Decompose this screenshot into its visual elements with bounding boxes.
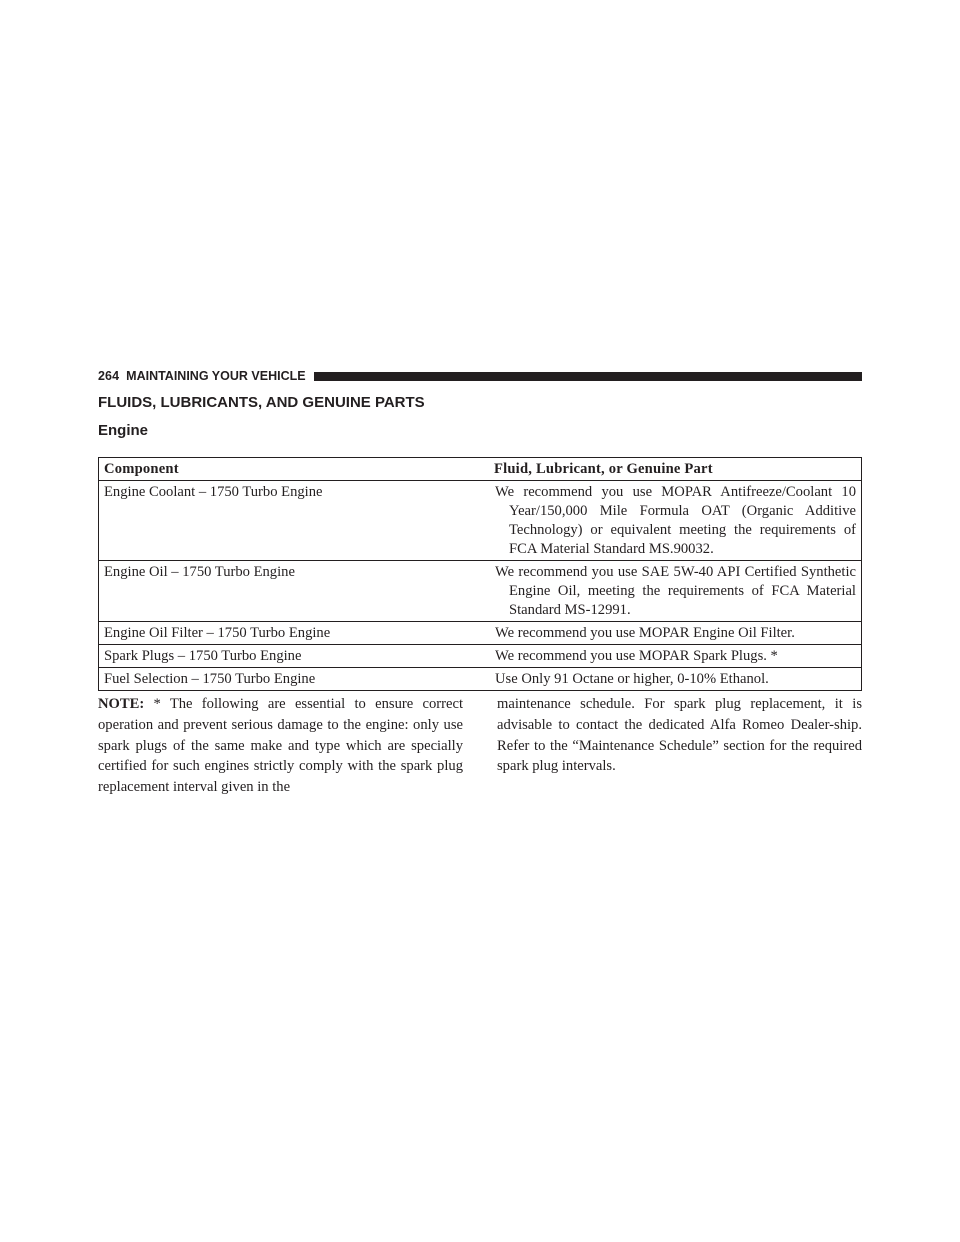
section-name: MAINTAINING YOUR VEHICLE — [126, 369, 306, 383]
component-cell: Fuel Selection – 1750 Turbo Engine — [99, 668, 490, 691]
fluid-cell: We recommend you use SAE 5W-40 API Certified Synthetic Engine Oil, meeting the requirements of FCA Material Standard MS-12991. — [489, 561, 862, 622]
page-number: 264 — [98, 369, 120, 383]
table-row — [99, 645, 862, 668]
column-header-fluid: Fluid, Lubricant, or Genuine Part — [489, 458, 862, 481]
fluid-cell: We recommend you use MOPAR Spark Plugs. * — [489, 645, 862, 668]
note-paragraph-left — [98, 694, 463, 798]
component-cell: Engine Oil – 1750 Turbo Engine — [99, 561, 490, 622]
fluid-cell: Use Only 91 Octane or higher, 0-10% Ethanol. — [489, 668, 862, 691]
fluid-cell: We recommend you use MOPAR Antifreeze/Coolant 10 Year/150,000 Mile Formula OAT (Organic Additive Technology) or equivalent meeting the requirements of FCA Material Standard MS.90032. — [489, 481, 862, 561]
subsection-title: Engine — [98, 422, 149, 439]
page-header — [98, 367, 862, 385]
table-row — [99, 481, 862, 561]
column-header-component: Component — [99, 458, 490, 481]
fluid-cell: We recommend you use MOPAR Engine Oil Filter. — [489, 622, 862, 645]
table-row — [99, 561, 862, 622]
table-row — [99, 622, 862, 645]
table-header-row — [99, 458, 862, 481]
fluids-table — [98, 457, 862, 691]
note-text-right: maintenance schedule. For spark plug replacement, it is advisable to contact the dedicated Alfa Romeo Dealer-ship. Refer to the “Maintenance Schedule” section for the required spark plug intervals. — [497, 696, 862, 775]
table-row — [99, 668, 862, 691]
note-text-left: * The following are essential to ensure correct operation and prevent serious damage to the engine: only use spark plugs of the same make and type which are specially certified for such engines strictly comply with the spark plug replacement interval given in the — [98, 696, 463, 796]
header-rule — [314, 372, 862, 381]
section-title: FLUIDS, LUBRICANTS, AND GENUINE PARTS — [98, 394, 425, 411]
component-cell: Spark Plugs – 1750 Turbo Engine — [99, 645, 490, 668]
component-cell: Engine Oil Filter – 1750 Turbo Engine — [99, 622, 490, 645]
note-paragraph-right — [482, 694, 862, 777]
note-label: NOTE: — [98, 696, 145, 712]
component-cell: Engine Coolant – 1750 Turbo Engine — [99, 481, 490, 561]
